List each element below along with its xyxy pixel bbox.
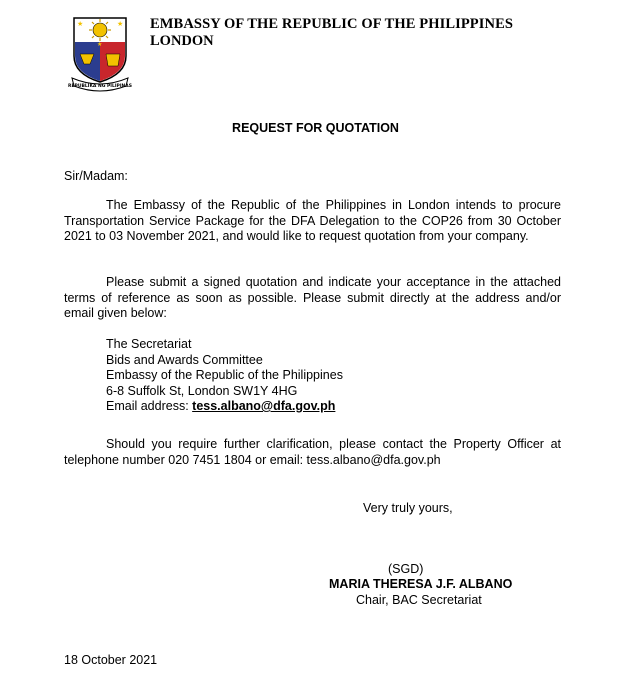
embassy-seal-icon — [66, 12, 134, 92]
letterhead-embassy-name: EMBASSY OF THE REPUBLIC OF THE PHILIPPINES — [150, 16, 514, 32]
seal-motto: REPUBLIKA NG PILIPINAS — [67, 84, 133, 89]
address-line: Embassy of the Republic of the Philippines — [106, 368, 343, 382]
document-date: 18 October 2021 — [64, 653, 158, 667]
paragraph-instructions: Please submit a signed quotation and indicate your acceptance in the attached terms of reference as soon as possible. Please submit directly at the address and/or email given below: — [64, 275, 561, 320]
letterhead-city: LONDON — [150, 33, 214, 49]
signatory-name: MARIA THERESA J.F. ALBANO — [329, 577, 513, 591]
svg-text:★: ★ — [77, 20, 84, 28]
signatory-title: Chair, BAC Secretariat — [356, 593, 482, 607]
salutation: Sir/Madam: — [64, 169, 128, 183]
paragraph-intro: The Embassy of the Republic of the Philippines in London intends to procure Transportation Service Package for the DFA Delegation to the COP26 from 30 October 2021 to 03 November 2021, and would like to request quotation from your company. — [64, 198, 561, 243]
email-link[interactable]: tess.albano@dfa.gov.ph — [192, 399, 336, 413]
email-line — [106, 399, 343, 415]
address-line: Bids and Awards Committee — [106, 352, 263, 367]
address-block — [106, 337, 343, 415]
address-line: The Secretariat — [106, 337, 192, 351]
paragraph-contact: Should you require further clarification, please contact the Property Officer at telephone number 020 7451 1804 or email: tess.albano@dfa.gov.ph — [64, 437, 561, 467]
signature-sgd: (SGD) — [388, 562, 424, 576]
closing: Very truly yours, — [363, 501, 453, 515]
svg-text:★: ★ — [117, 20, 124, 28]
svg-text:★: ★ — [97, 41, 103, 48]
document-title: REQUEST FOR QUOTATION — [232, 121, 399, 135]
email-label: Email address: — [106, 399, 193, 413]
address-line: 6-8 Suffolk St, London SW1Y 4HG — [106, 383, 298, 398]
